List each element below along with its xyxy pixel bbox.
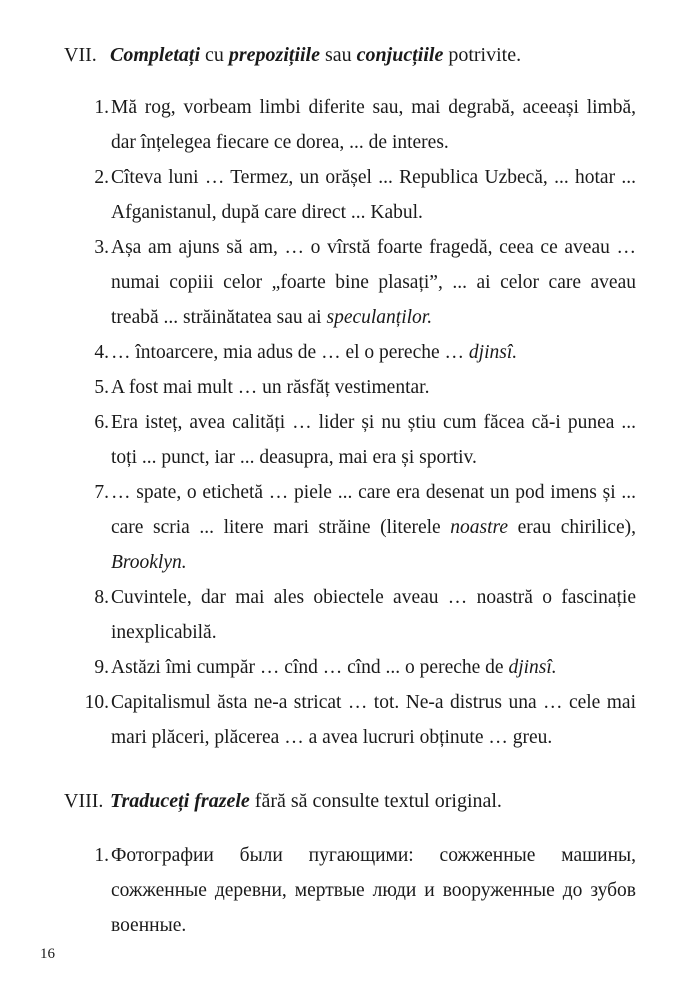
exercise-item-number: 3. [94,237,109,258]
text-segment: … spate, o etichetă … piele ... care era desenat un pod imens și ... care scria ... litere mari străine (literele [111,482,636,538]
heading-text-part: fără să consulte textul original. [249,790,502,812]
heading-text-part: Completați [110,44,200,66]
exercise-item-text [111,160,636,230]
exercise-item-number: 6. [94,412,109,433]
italic-text: speculanților. [326,307,433,328]
exercise-item-number: 10. [84,692,109,713]
text-segment: Mă rog, vorbeam limbi diferite sau, mai degrabă, aceeași limbă, dar înțelegea fiecare ce dorea, ... de interes. [111,97,636,153]
exercise-item [86,475,636,580]
italic-text: djinsî. [468,342,518,363]
exercise-item [86,580,636,650]
section-8-heading [64,789,644,813]
exercise-item-number: 5. [94,377,109,398]
exercise-item-text [111,838,636,943]
exercise-item-text [111,580,636,650]
text-segment: Era isteț, avea calități … lider și nu știu cum făcea că-i punea ... toți ... punct, iar ... deasupra, mai era și sportiv. [111,412,636,468]
exercise-item-text [111,90,636,160]
exercise-item-number: 1. [94,845,109,866]
exercise-item-text [111,650,636,685]
heading-text-part: potrivite. [443,44,522,66]
text-segment: Astăzi îmi cumpăr … cînd … cînd ... o pereche de [111,657,509,678]
heading-text-part: cu [200,44,229,66]
exercise-item [86,405,636,475]
exercise-item [86,90,636,160]
section-7-number: VII. [64,44,97,66]
text-segment: A fost mai mult … un răsfăț vestimentar. [111,377,430,398]
section-7-heading [64,43,644,67]
text-segment: … întoarcere, mia adus de … el o pereche … [111,342,469,363]
section-8-number: VIII. [64,790,104,812]
section-7-exercise-list [86,90,636,755]
exercise-item [86,838,636,943]
text-segment: Cuvintele, dar mai ales obiectele aveau … noastră o fascinație inexplicabilă. [111,587,636,643]
text-segment: Capitalismul ăsta ne-a stricat … tot. Ne-a distrus una … cele mai mari plăceri, plăcerea … a avea lucruri obținute … greu. [111,692,636,748]
exercise-item [86,230,636,335]
exercise-item-number: 9. [94,657,109,678]
heading-text-part: sau [320,44,357,66]
exercise-item-text [111,405,636,475]
section-7-title [110,44,521,66]
italic-text: Brooklyn. [111,552,187,573]
heading-text-part: prepozițiile [228,44,320,66]
text-segment: Cîteva luni … Termez, un orășel ... Republica Uzbecă, ... hotar ... Afganistanul, după care direct ... Kabul. [111,167,636,223]
exercise-item [86,335,636,370]
heading-text-part: Traduceți frazele [110,790,250,812]
text-segment: erau chirilice), [508,517,636,538]
exercise-item-number: 2. [94,167,109,188]
exercise-item-number: 7. [94,482,109,503]
exercise-item-number: 8. [94,587,109,608]
exercise-item-number: 1. [94,97,109,118]
exercise-item [86,650,636,685]
exercise-item [86,370,636,405]
section-8-exercise-list [86,838,636,943]
exercise-item-text [111,370,636,405]
exercise-item-text [111,335,636,370]
italic-text: djinsî. [508,657,557,678]
italic-text: noastre [450,517,509,538]
section-8-title [110,790,502,812]
exercise-item-text [111,230,636,335]
exercise-item-text [111,685,636,755]
exercise-item-number: 4. [94,342,109,363]
text-segment: Așa am ajuns să am, … o vîrstă foarte fragedă, ceea ce aveau … numai copiii celor „foarte bine plasați”, ... ai celor care aveau treabă ... străinătatea sau ai [111,237,636,328]
text-segment: Фотографии были пугающими: сожженные машины, сожженные деревни, мертвые люди и вооруженные до зубов военные. [111,845,636,936]
exercise-item [86,685,636,755]
exercise-item [86,160,636,230]
exercise-item-text [111,475,636,580]
page-number: 16 [40,946,55,962]
heading-text-part: conjucțiile [356,44,444,66]
